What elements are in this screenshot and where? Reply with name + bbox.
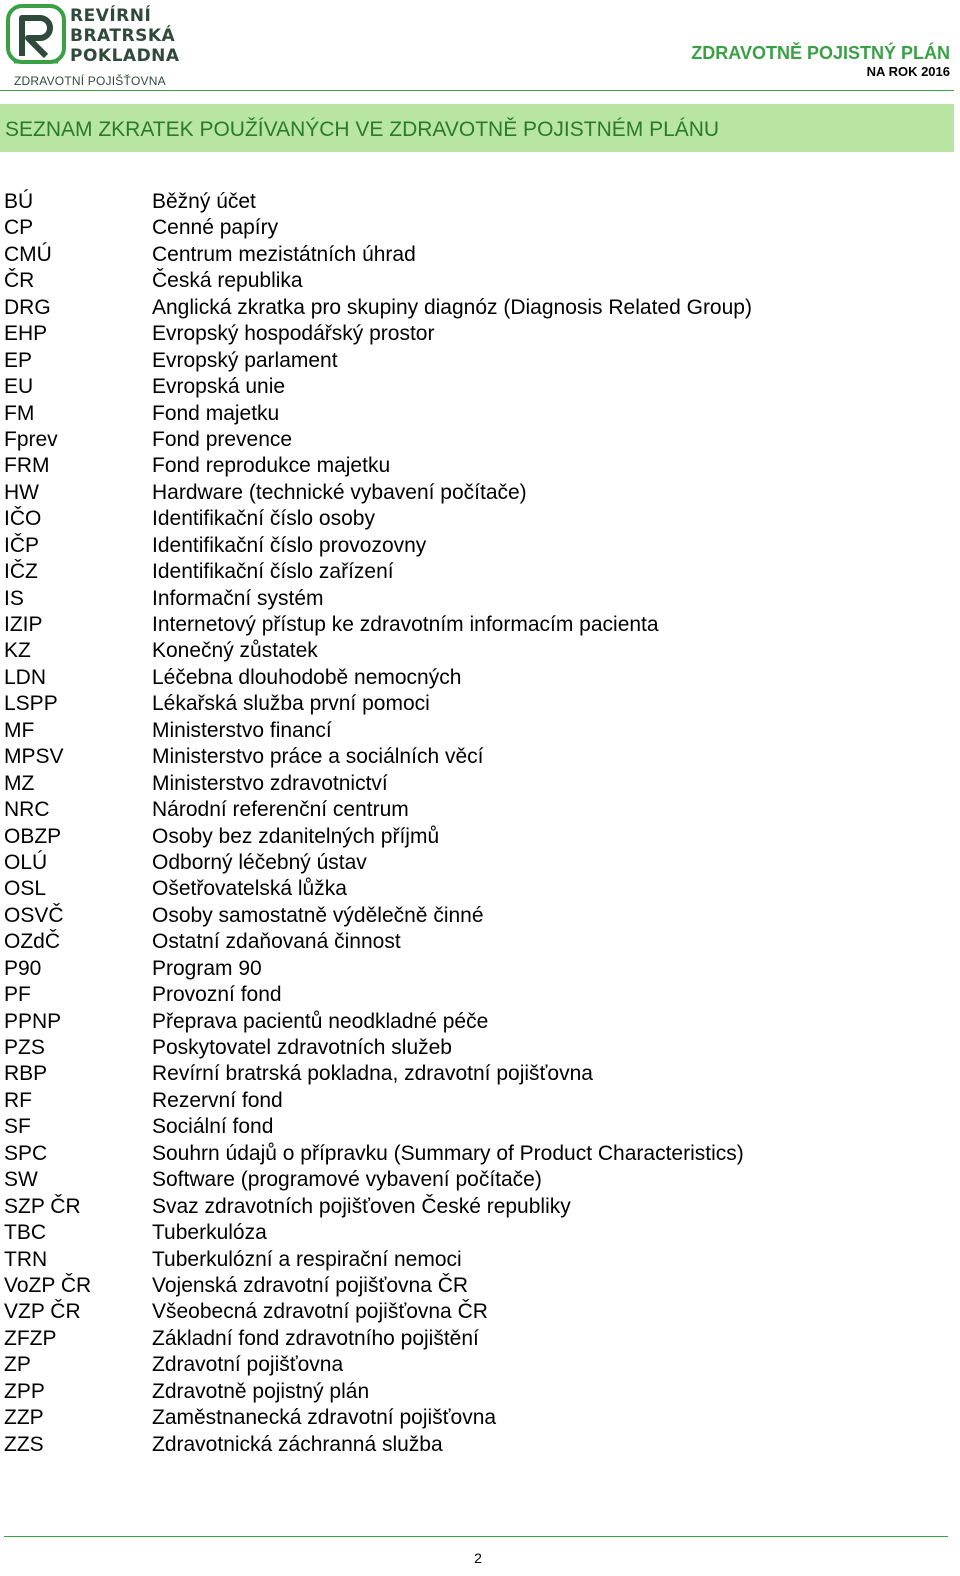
abbreviation-meaning: Tuberkulóza [152,1221,267,1245]
abbreviation-term: BÚ [4,190,34,213]
abbreviation-meaning: Zdravotnická záchranná služba [152,1432,443,1456]
abbreviation-term: IČO [4,507,42,531]
abbreviation-row [4,401,944,427]
abbreviation-meaning: Identifikační číslo provozovny [152,533,427,557]
abbreviation-meaning: Evropský parlament [152,348,338,372]
abbreviation-row [4,321,944,347]
abbreviation-meaning: Přeprava pacientů neodkladné péče [152,1009,489,1033]
document-title: ZDRAVOTNĚ POJISTNÝ PLÁN [691,43,950,63]
abbreviation-row [4,1114,944,1140]
abbreviation-meaning: Informační systém [152,586,324,610]
abbreviation-meaning: Ošetřovatelská lůžka [152,877,347,901]
abbreviation-meaning: Identifikační číslo zařízení [152,560,394,584]
abbreviation-row [4,1035,944,1061]
company-logo [6,4,180,88]
abbreviation-term: KZ [4,639,31,663]
abbreviation-meaning: Zdravotní pojišťovna [152,1353,344,1377]
abbreviation-meaning: Vojenská zdravotní pojišťovna ČR [152,1273,469,1297]
abbreviation-term: MPSV [4,745,64,769]
abbreviation-row [4,215,944,241]
abbreviation-term: OSVČ [4,903,64,927]
abbreviation-row [4,586,944,612]
abbreviation-term: ZFZP [4,1326,57,1350]
abbreviation-meaning: Centrum mezistátních úhrad [152,242,416,266]
abbreviation-row [4,956,944,982]
abbreviation-meaning: Poskytovatel zdravotních služeb [152,1036,452,1059]
abbreviation-term: ZZP [4,1406,44,1430]
abbreviation-meaning: Sociální fond [152,1115,274,1139]
abbreviation-meaning: Fond majetku [152,401,280,425]
document-header [691,42,950,80]
abbreviation-term: LSPP [4,692,58,716]
abbreviation-meaning: Svaz zdravotních pojišťoven České republiky [152,1194,571,1218]
abbreviation-meaning: Zaměstnanecká zdravotní pojišťovna [152,1406,497,1430]
abbreviation-row [4,1247,944,1273]
abbreviation-row [4,1273,944,1299]
abbreviation-term: MZ [4,771,35,795]
abbreviation-meaning: Rezervní fond [152,1088,283,1112]
abbreviation-row [4,1326,944,1352]
abbreviation-term: LDN [4,665,47,689]
page-number: 2 [474,1550,482,1566]
abbreviation-row [4,797,944,823]
abbreviation-row [4,850,944,876]
abbreviation-term: EP [4,348,33,372]
abbreviation-row [4,559,944,585]
abbreviation-row [4,1379,944,1405]
logo-line: REVÍRNÍ [70,6,152,26]
abbreviation-term: VoZP ČR [4,1273,92,1297]
abbreviation-term: FRM [4,454,50,478]
abbreviation-row [4,1061,944,1087]
abbreviation-term: RBP [4,1062,48,1086]
abbreviation-row [4,453,944,479]
abbreviation-meaning: Osoby bez zdanitelných příjmů [152,824,440,848]
abbreviation-row [4,771,944,797]
abbreviation-term: OZdČ [4,930,61,954]
abbreviation-meaning: Cenné papíry [152,216,279,240]
abbreviation-term: SF [4,1115,31,1139]
abbreviation-row [4,1167,944,1193]
abbreviation-row [4,691,944,717]
abbreviation-row [4,929,944,955]
abbreviation-term: IČZ [4,560,38,584]
abbreviation-term: TBC [4,1221,46,1245]
abbreviation-meaning: Hardware (technické vybavení počítače) [152,480,527,504]
abbreviation-term: NRC [4,798,50,822]
abbreviation-term: MF [4,718,35,742]
abbreviation-term: SW [4,1168,38,1192]
abbreviation-meaning: Evropská unie [152,375,286,399]
document-year: NA ROK 2016 [866,64,950,79]
abbreviation-row [4,295,944,321]
abbreviation-meaning: Provozní fond [152,983,282,1007]
abbreviation-list [4,189,944,1458]
abbreviation-row [4,982,944,1008]
rbp-logo-icon [6,4,66,68]
abbreviation-meaning: Základní fond zdravotního pojištění [152,1326,479,1350]
abbreviation-row [4,1299,944,1325]
abbreviation-meaning: Běžný účet [152,190,256,213]
abbreviation-term: P90 [4,956,42,980]
abbreviation-row [4,744,944,770]
abbreviation-term: SPC [4,1141,48,1165]
abbreviation-meaning: Ministerstvo zdravotnictví [152,771,388,795]
abbreviation-row [4,876,944,902]
abbreviation-row [4,638,944,664]
abbreviation-meaning: Česká republika [152,269,303,293]
abbreviation-row [4,1405,944,1431]
abbreviation-row [4,1432,944,1458]
abbreviation-row [4,903,944,929]
abbreviation-term: ZZS [4,1432,44,1456]
abbreviation-term: ČR [4,269,35,293]
abbreviation-row [4,718,944,744]
abbreviation-term: IČP [4,533,40,557]
logo-subtitle: ZDRAVOTNÍ POJIŠŤOVNA [14,74,166,88]
abbreviation-meaning: Internetový přístup ke zdravotním informacím pacienta [152,613,659,636]
abbreviation-term: EU [4,375,34,399]
abbreviation-meaning: Program 90 [152,956,262,980]
abbreviation-term: RF [4,1088,32,1112]
abbreviation-term: VZP ČR [4,1300,81,1324]
abbreviation-meaning: Fond reprodukce majetku [152,454,391,478]
abbreviation-meaning: Všeobecná zdravotní pojišťovna ČR [152,1300,488,1324]
abbreviation-term: TRN [4,1247,48,1271]
abbreviation-row [4,665,944,691]
abbreviation-meaning: Fond prevence [152,427,293,451]
abbreviation-row [4,612,944,638]
abbreviation-row [4,1194,944,1220]
abbreviation-term: ZP [4,1353,31,1377]
abbreviation-row [4,427,944,453]
abbreviation-meaning: Souhrn údajů o přípravku (Summary of Product Characteristics) [152,1141,744,1165]
abbreviation-term: PF [4,983,31,1007]
abbreviation-meaning: Ministerstvo financí [152,718,332,742]
abbreviation-term: FM [4,401,35,425]
section-title: SEZNAM ZKRATEK POUŽÍVANÝCH VE ZDRAVOTNĚ POJISTNÉM PLÁNU [5,118,720,141]
abbreviation-row [4,1088,944,1114]
abbreviation-term: OLÚ [4,850,48,874]
abbreviation-term: Fprev [4,427,58,451]
abbreviation-meaning: Ostatní zdaňovaná činnost [152,930,401,954]
abbreviation-term: IS [4,586,24,610]
footer-divider [4,1536,948,1537]
abbreviation-term: PPNP [4,1009,62,1033]
abbreviation-row [4,374,944,400]
abbreviation-row [4,348,944,374]
abbreviation-term: CMÚ [4,242,52,266]
abbreviation-meaning: Ministerstvo práce a sociálních věcí [152,745,484,769]
abbreviation-meaning: Osoby samostatně výdělečně činné [152,903,484,927]
abbreviation-row [4,533,944,559]
abbreviation-meaning: Zdravotně pojistný plán [152,1379,370,1403]
abbreviation-meaning: Lékařská služba první pomoci [152,692,430,716]
header-divider [0,90,954,91]
abbreviation-term: OSL [4,877,47,901]
abbreviation-row [4,506,944,532]
abbreviation-meaning: Revírní bratrská pokladna, zdravotní pojišťovna [152,1062,593,1086]
abbreviation-meaning: Tuberkulózní a respirační nemoci [152,1247,462,1271]
section-heading-bar [0,104,954,152]
abbreviation-term: ZPP [4,1379,45,1403]
abbreviation-meaning: Konečný zůstatek [152,639,318,663]
abbreviation-meaning: Léčebna dlouhodobě nemocných [152,665,462,689]
abbreviation-term: PZS [4,1036,45,1059]
abbreviation-term: OBZP [4,824,62,848]
logo-line: POKLADNA [70,46,180,66]
abbreviation-row [4,242,944,268]
abbreviation-meaning: Identifikační číslo osoby [152,507,375,531]
abbreviation-meaning: Anglická zkratka pro skupiny diagnóz (Diagnosis Related Group) [152,295,752,319]
abbreviation-term: HW [4,480,39,504]
abbreviation-term: IZIP [4,613,43,636]
logo-line: BRATRSKÁ [70,26,176,46]
abbreviation-term: CP [4,216,34,240]
abbreviation-row [4,480,944,506]
abbreviation-term: SZP ČR [4,1194,81,1218]
abbreviation-meaning: Národní referenční centrum [152,798,409,822]
abbreviation-row [4,1141,944,1167]
abbreviation-row [4,824,944,850]
abbreviation-row [4,1009,944,1035]
abbreviation-meaning: Software (programové vybavení počítače) [152,1168,542,1192]
abbreviation-row [4,268,944,294]
abbreviation-term: DRG [4,295,51,319]
abbreviation-row [4,189,944,215]
abbreviation-term: EHP [4,322,48,346]
logo-wordmark [70,6,180,66]
abbreviation-meaning: Odborný léčebný ústav [152,850,367,874]
abbreviation-row [4,1220,944,1246]
abbreviation-row [4,1352,944,1378]
abbreviation-meaning: Evropský hospodářský prostor [152,322,435,346]
